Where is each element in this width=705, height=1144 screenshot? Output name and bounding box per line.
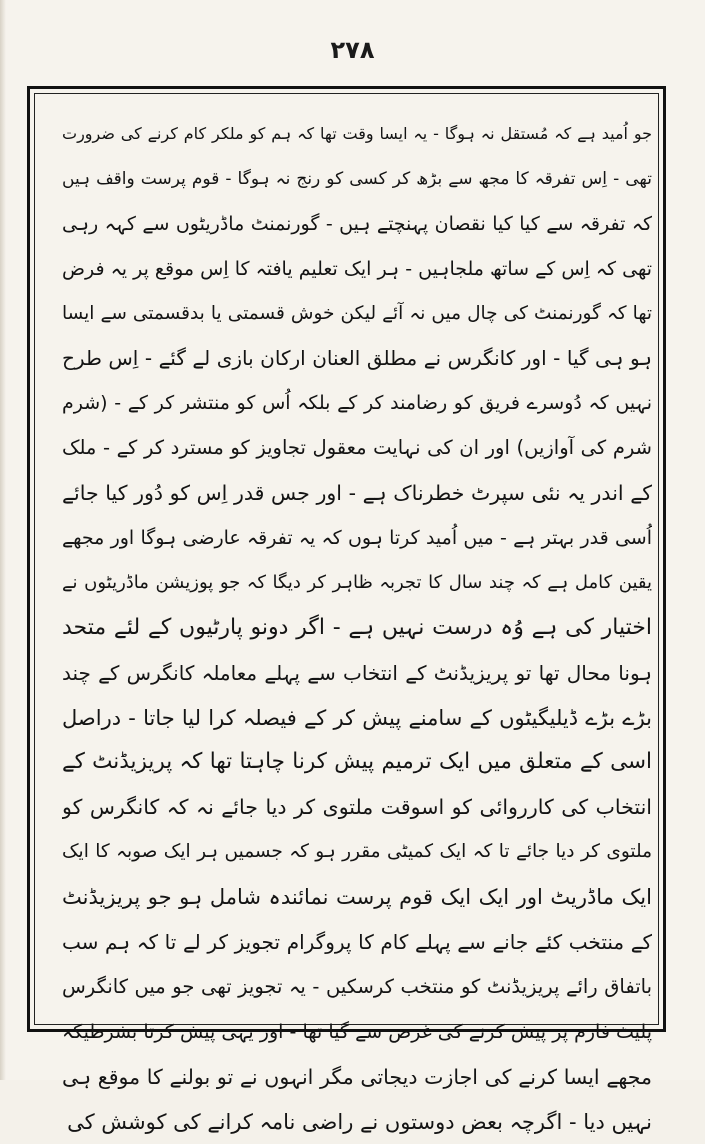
text-line: نہیں کہ دُوسرے فریق کو رضامند کر کے بلکہ اُس کو منتشر کر کے - (شرم <box>62 392 652 415</box>
text-line: تھی کہ اِس کے ساتھ ملجاہیں - ہر ایک تعلیم یافتہ کا اِس موقع پر یہ فرض <box>62 257 652 280</box>
text-line: اُسی قدر بہتر ہے - میں اُمید کرتا ہوں کہ یہ تفرقہ عارضی ہوگا اور مجھے <box>62 527 652 550</box>
text-line: مجھے ایسا کرنے کی اجازت دیجاتی مگر انہوں نے تو بولنے کا موقع ہی <box>62 1064 652 1089</box>
page-number: ۲۷۸ <box>330 36 375 64</box>
text-line: تھا کہ گورنمنٹ کی چال میں نہ آئے لیکن خوش قسمتی یا بدقسمتی سے ایسا <box>62 302 652 324</box>
text-line: نہیں دیا - اگرچہ بعض دوستوں نے راضی نامہ کرانے کی کوشش کی <box>67 1109 652 1134</box>
body-text <box>62 112 652 1144</box>
text-line: ہو ہی گیا - اور کانگرس نے مطلق العنان ارکان بازی لے گئے - اِس طرح <box>62 346 652 371</box>
text-line: جو اُمید ہے کہ مُستقل نہ ہوگا - یہ ایسا وقت تھا کہ ہم کو ملکر کام کرنے کی ضرورت <box>62 124 652 143</box>
text-line: اختیار کی ہے وُہ درست نہیں ہے - اگر دونو پارٹیوں کے لئے متحد <box>62 614 652 640</box>
text-line: بڑے بڑے ڈیلیگیٹوں کے سامنے پیش کر کے فیصلہ کرا لیا جاتا - دراصل <box>62 705 652 730</box>
text-line: تھی - اِس تفرقہ کا مجھ سے بڑھ کر کسی کو رنج نہ ہوگا - قوم پرست واقف ہیں <box>62 168 652 189</box>
text-line: انتخاب کی کارروائی کو اسوقت ملتوی کر دیا جائے نہ کہ کانگرس کو <box>62 795 652 820</box>
page-binding-edge <box>0 0 6 1080</box>
text-line: یقین کامل ہے کہ چند سال کا تجربہ ظاہر کر دیگا کہ جو پوزیشن ماڈریٹوں نے <box>62 571 652 593</box>
text-line: پلیٹ فارم پر پیش کرنے کی غرض سے گیا تھا - اور یہی پیش کرتا بشرطیکہ <box>62 1020 652 1043</box>
text-line: ہونا محال تھا تو پریزیڈنٹ کے انتخاب سے پہلے معاملہ کانگرس کے چند <box>62 660 652 685</box>
text-line: کے اندر یہ نئی سپرٹ خطرناک ہے - اور جس قدر اِس کو دُور کیا جائے <box>62 481 652 506</box>
text-line: شرم کی آوازیں) اور ان کی نہایت معقول تجاویز کو مسترد کر کے - ملک <box>62 436 652 460</box>
text-line: کے منتخب کئے جانے سے پہلے کام کا پروگرام تجویز کر لے تا کہ ہم سب <box>62 930 652 955</box>
text-line: اسی کے متعلق میں ایک ترمیم پیش کرنا چاہتا تھا کہ پریزیڈنٹ کے <box>62 749 652 775</box>
text-line: ایک ماڈریٹ اور ایک ایک قوم پرست نمائندہ شامل ہو جو پریزیڈنٹ <box>62 885 652 910</box>
text-line: کہ تفرقہ سے کیا کیا نقصان پہنچتے ہیں - گورنمنٹ ماڈریٹوں سے کہہ رہی <box>62 212 652 235</box>
text-line: ملتوی کر دیا جائے تا کہ ایک کمیٹی مقرر ہو کہ جسمیں ہر ایک صوبہ کا ایک <box>62 841 652 863</box>
text-line: باتفاق رائے پریزیڈنٹ کو منتخب کرسکیں - یہ تجویز تھی جو میں کانگرس <box>62 974 652 998</box>
